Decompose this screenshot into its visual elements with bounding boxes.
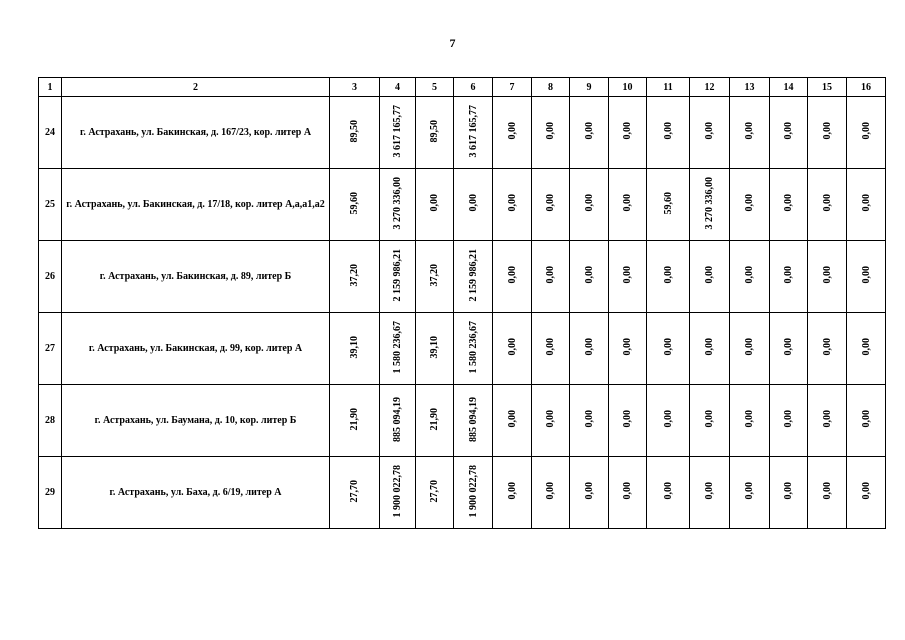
- column-header: 8: [532, 78, 570, 97]
- column-header: 6: [454, 78, 493, 97]
- header-row: [39, 78, 886, 97]
- cell-value: 0,00: [545, 122, 556, 140]
- value-cell: [609, 385, 647, 457]
- cell-value: 0,00: [583, 266, 595, 284]
- cell-value: 21,90: [349, 407, 360, 431]
- cell-value: 0,00: [583, 122, 595, 140]
- cell-value: 0,00: [545, 266, 556, 284]
- column-header: 5: [416, 78, 454, 97]
- cell-value: 59,60: [662, 191, 674, 215]
- cell-value: 0,00: [583, 410, 595, 428]
- value-cell: [454, 457, 493, 529]
- value-cell: [380, 457, 416, 529]
- cell-value: 2 159 986,21: [392, 248, 403, 302]
- value-cell: [690, 241, 730, 313]
- cell-value: 1 580 236,67: [392, 320, 403, 374]
- cell-value: 0,00: [506, 122, 518, 140]
- cell-value: 0,00: [545, 482, 556, 500]
- cell-value: 0,00: [506, 482, 518, 500]
- value-cell: [808, 241, 847, 313]
- cell-value: 2 159 986,21: [467, 248, 479, 302]
- cell-value: 0,00: [821, 194, 833, 212]
- value-cell: [493, 241, 532, 313]
- value-cell: [609, 457, 647, 529]
- value-cell: [493, 457, 532, 529]
- value-cell: [454, 313, 493, 385]
- value-cell: [647, 313, 690, 385]
- table-row: [39, 313, 886, 385]
- cell-value: 0,00: [583, 482, 595, 500]
- value-cell: [532, 241, 570, 313]
- value-cell: [609, 169, 647, 241]
- value-cell: [454, 97, 493, 169]
- cell-value: 0,00: [622, 266, 633, 284]
- cell-value: 39,10: [429, 335, 440, 359]
- value-cell: [847, 97, 886, 169]
- value-cell: [730, 241, 770, 313]
- cell-value: 0,00: [821, 410, 833, 428]
- cell-value: 0,00: [783, 410, 794, 428]
- column-header: 3: [330, 78, 380, 97]
- cell-value: 0,00: [662, 266, 674, 284]
- cell-value: 0,00: [662, 410, 674, 428]
- cell-value: 0,00: [783, 266, 794, 284]
- column-header: 15: [808, 78, 847, 97]
- cell-value: 1 580 236,67: [467, 320, 479, 374]
- value-cell: [690, 169, 730, 241]
- cell-value: 0,00: [744, 410, 755, 428]
- cell-value: 0,00: [783, 122, 794, 140]
- table-row: [39, 457, 886, 529]
- value-cell: [847, 241, 886, 313]
- cell-value: 0,00: [662, 338, 674, 356]
- column-header: 9: [570, 78, 609, 97]
- value-cell: [454, 385, 493, 457]
- value-cell: [647, 97, 690, 169]
- value-cell: [493, 385, 532, 457]
- value-cell: [416, 385, 454, 457]
- value-cell: [770, 169, 808, 241]
- cell-value: 0,00: [704, 266, 715, 284]
- value-cell: [532, 457, 570, 529]
- cell-value: 37,20: [349, 263, 360, 287]
- value-cell: [380, 169, 416, 241]
- value-cell: [770, 457, 808, 529]
- address-cell: г. Астрахань, ул. Бакинская, д. 99, кор. литер А: [62, 313, 330, 385]
- value-cell: [570, 97, 609, 169]
- value-cell: [454, 169, 493, 241]
- address-cell: г. Астрахань, ул. Бакинская, д. 89, литер Б: [62, 241, 330, 313]
- value-cell: [770, 313, 808, 385]
- cell-value: 0,00: [583, 338, 595, 356]
- cell-value: 3 617 165,77: [467, 104, 479, 158]
- cell-value: 0,00: [506, 410, 518, 428]
- value-cell: [609, 97, 647, 169]
- value-cell: [730, 313, 770, 385]
- value-cell: [808, 457, 847, 529]
- column-header: 10: [609, 78, 647, 97]
- column-header: 2: [62, 78, 330, 97]
- value-cell: [532, 97, 570, 169]
- cell-value: 0,00: [622, 122, 633, 140]
- cell-value: 0,00: [429, 194, 440, 212]
- column-header: 1: [39, 78, 62, 97]
- value-cell: [770, 241, 808, 313]
- cell-value: 39,10: [349, 335, 360, 359]
- cell-value: 0,00: [545, 410, 556, 428]
- cell-value: 0,00: [662, 122, 674, 140]
- cell-value: 0,00: [783, 338, 794, 356]
- cell-value: 89,50: [429, 119, 440, 143]
- column-header: 13: [730, 78, 770, 97]
- cell-value: 0,00: [662, 482, 674, 500]
- cell-value: 0,00: [704, 338, 715, 356]
- value-cell: [570, 169, 609, 241]
- value-cell: [532, 385, 570, 457]
- value-cell: [380, 385, 416, 457]
- value-cell: [690, 313, 730, 385]
- row-number: 26: [39, 241, 62, 313]
- value-cell: [847, 385, 886, 457]
- value-cell: [609, 241, 647, 313]
- cell-value: 0,00: [744, 266, 755, 284]
- cell-value: 0,00: [744, 122, 755, 140]
- cell-value: 0,00: [821, 338, 833, 356]
- value-cell: [380, 97, 416, 169]
- cell-value: 27,70: [349, 479, 360, 503]
- value-cell: [730, 97, 770, 169]
- value-cell: [847, 313, 886, 385]
- row-number: 28: [39, 385, 62, 457]
- value-cell: [690, 457, 730, 529]
- cell-value: 0,00: [821, 482, 833, 500]
- value-cell: [730, 457, 770, 529]
- value-cell: [730, 169, 770, 241]
- cell-value: 0,00: [506, 338, 518, 356]
- cell-value: 0,00: [860, 410, 872, 428]
- value-cell: [570, 385, 609, 457]
- cell-value: 1 900 022,78: [467, 464, 479, 518]
- value-cell: [493, 169, 532, 241]
- cell-value: 0,00: [860, 482, 872, 500]
- table-row: [39, 385, 886, 457]
- value-cell: [647, 241, 690, 313]
- table-row: [39, 241, 886, 313]
- column-header: 14: [770, 78, 808, 97]
- cell-value: 0,00: [506, 266, 518, 284]
- column-header: 11: [647, 78, 690, 97]
- address-cell: г. Астрахань, ул. Бакинская, д. 17/18, кор. литер А,а,а1,а2: [62, 169, 330, 241]
- cell-value: 885 094,19: [392, 396, 403, 442]
- value-cell: [493, 97, 532, 169]
- cell-value: 0,00: [821, 122, 833, 140]
- value-cell: [647, 169, 690, 241]
- value-cell: [690, 97, 730, 169]
- cell-value: 0,00: [506, 194, 518, 212]
- value-cell: [570, 313, 609, 385]
- cell-value: 0,00: [622, 482, 633, 500]
- cell-value: 0,00: [744, 194, 755, 212]
- cell-value: 37,20: [429, 263, 440, 287]
- cell-value: 0,00: [622, 338, 633, 356]
- value-cell: [647, 457, 690, 529]
- value-cell: [570, 241, 609, 313]
- address-cell: г. Астрахань, ул. Баха, д. 6/19, литер А: [62, 457, 330, 529]
- cell-value: 0,00: [545, 338, 556, 356]
- value-cell: [808, 313, 847, 385]
- value-cell: [330, 457, 380, 529]
- table-body: [39, 97, 886, 529]
- value-cell: [847, 457, 886, 529]
- value-cell: [330, 241, 380, 313]
- value-cell: [730, 385, 770, 457]
- column-header: 16: [847, 78, 886, 97]
- value-cell: [770, 97, 808, 169]
- value-cell: [808, 169, 847, 241]
- value-cell: [416, 97, 454, 169]
- value-cell: [330, 313, 380, 385]
- cell-value: 0,00: [583, 194, 595, 212]
- cell-value: 0,00: [744, 338, 755, 356]
- cell-value: 3 270 336,00: [392, 176, 403, 230]
- cell-value: 885 094,19: [467, 396, 479, 442]
- address-cell: г. Астрахань, ул. Бакинская, д. 167/23, кор. литер А: [62, 97, 330, 169]
- value-cell: [532, 313, 570, 385]
- value-cell: [570, 457, 609, 529]
- value-cell: [532, 169, 570, 241]
- cell-value: 0,00: [467, 194, 479, 212]
- cell-value: 0,00: [821, 266, 833, 284]
- column-header: 7: [493, 78, 532, 97]
- value-cell: [454, 241, 493, 313]
- cell-value: 0,00: [783, 482, 794, 500]
- cell-value: 0,00: [704, 482, 715, 500]
- cell-value: 0,00: [704, 122, 715, 140]
- value-cell: [493, 313, 532, 385]
- value-cell: [609, 313, 647, 385]
- value-cell: [330, 97, 380, 169]
- value-cell: [847, 169, 886, 241]
- value-cell: [416, 169, 454, 241]
- value-cell: [808, 97, 847, 169]
- value-cell: [330, 169, 380, 241]
- cell-value: 89,50: [349, 119, 360, 143]
- cell-value: 0,00: [783, 194, 794, 212]
- value-cell: [808, 385, 847, 457]
- cell-value: 0,00: [860, 194, 872, 212]
- cell-value: 0,00: [622, 194, 633, 212]
- row-number: 25: [39, 169, 62, 241]
- column-header: 4: [380, 78, 416, 97]
- cell-value: 3 270 336,00: [704, 176, 715, 230]
- cell-value: 0,00: [622, 410, 633, 428]
- cell-value: 0,00: [704, 410, 715, 428]
- table-row: [39, 97, 886, 169]
- data-table: [38, 77, 886, 529]
- value-cell: [416, 457, 454, 529]
- cell-value: 0,00: [744, 482, 755, 500]
- cell-value: 27,70: [429, 479, 440, 503]
- value-cell: [380, 313, 416, 385]
- cell-value: 3 617 165,77: [392, 104, 403, 158]
- value-cell: [416, 241, 454, 313]
- row-number: 24: [39, 97, 62, 169]
- value-cell: [330, 385, 380, 457]
- value-cell: [647, 385, 690, 457]
- value-cell: [416, 313, 454, 385]
- cell-value: 0,00: [860, 122, 872, 140]
- cell-value: 21,90: [429, 407, 440, 431]
- cell-value: 0,00: [545, 194, 556, 212]
- address-cell: г. Астрахань, ул. Баумана, д. 10, кор. литер Б: [62, 385, 330, 457]
- value-cell: [690, 385, 730, 457]
- row-number: 29: [39, 457, 62, 529]
- cell-value: 0,00: [860, 266, 872, 284]
- value-cell: [380, 241, 416, 313]
- cell-value: 1 900 022,78: [392, 464, 403, 518]
- value-cell: [770, 385, 808, 457]
- page-number: 7: [449, 36, 456, 50]
- table-row: [39, 169, 886, 241]
- row-number: 27: [39, 313, 62, 385]
- cell-value: 0,00: [860, 338, 872, 356]
- column-header: 12: [690, 78, 730, 97]
- cell-value: 59,60: [349, 191, 360, 215]
